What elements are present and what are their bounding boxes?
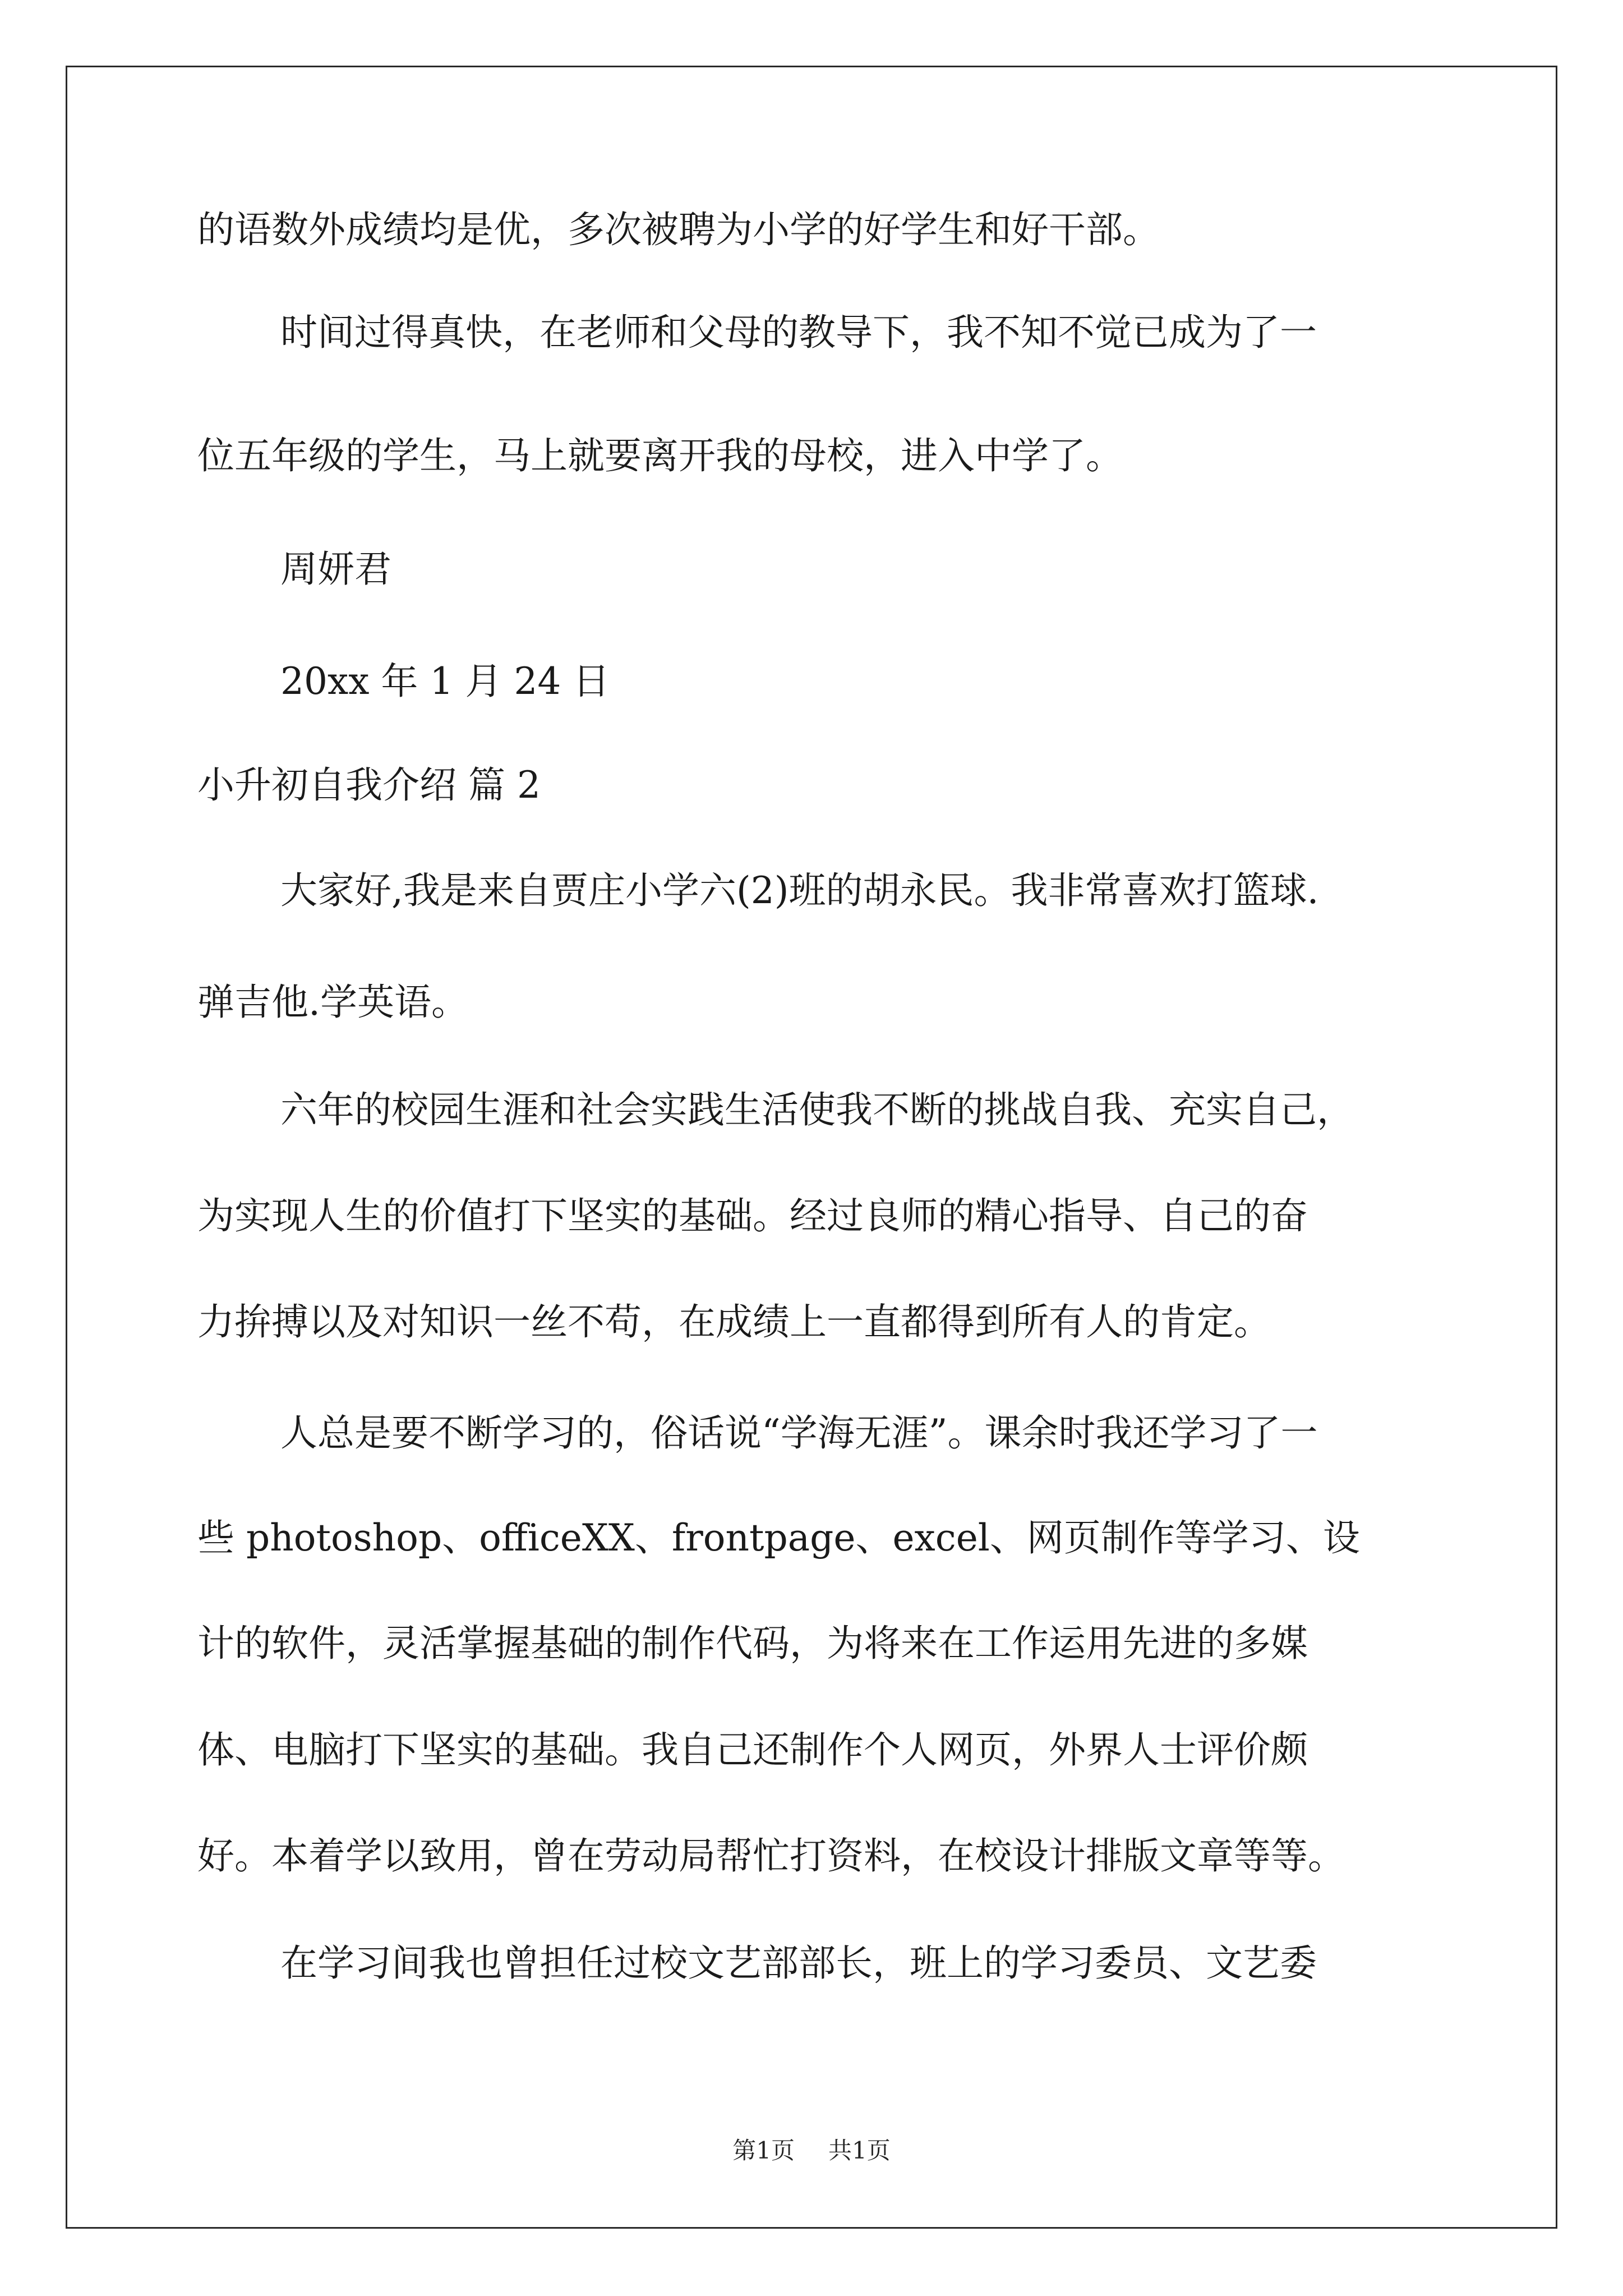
text-line-10: 为实现人生的价值打下坚实的基础。经过良师的精心指导、自己的奋 — [197, 1194, 1308, 1237]
text-line-3: 位五年级的学生，马上就要离开我的母校，进入中学了。 — [197, 434, 1123, 477]
page-total: 共1页 — [828, 2137, 891, 2164]
signature-date: 20xx 年 1 月 24 日 — [280, 660, 610, 703]
text-line-16: 好。本着学以致用，曾在劳动局帮忙打资料，在校设计排版文章等等。 — [197, 1834, 1345, 1878]
page-footer — [0, 2134, 1623, 2168]
text-line-13: 些 photoshop、officeXX、frontpage、excel、网页制作等学习、设 — [197, 1516, 1360, 1559]
text-line-12: 人总是要不断学习的，俗话说“学海无涯”。课余时我还学习了一 — [280, 1411, 1318, 1455]
section-heading: 小升初自我介绍 篇 2 — [197, 763, 541, 807]
text-line-2: 时间过得真快，在老师和父母的教导下，我不知不觉已成为了一 — [280, 311, 1317, 354]
text-line-9: 六年的校园生涯和社会实践生活使我不断的挑战自我、充实自己， — [280, 1088, 1354, 1131]
text-line-8: 弹吉他.学英语。 — [197, 981, 468, 1024]
text-line-1: 的语数外成绩均是优，多次被聘为小学的好学生和好干部。 — [197, 208, 1160, 251]
text-line-15: 体、电脑打下坚实的基础。我自己还制作个人网页，外界人士评价颇 — [197, 1728, 1308, 1772]
page-border — [66, 66, 1557, 2229]
text-line-11: 力拚搏以及对知识一丝不苟，在成绩上一直都得到所有人的肯定。 — [197, 1300, 1271, 1343]
text-line-17: 在学习间我也曾担任过校文艺部部长，班上的学习委员、文艺委 — [280, 1941, 1317, 1985]
signature-name: 周妍君 — [280, 547, 391, 591]
page-number: 第1页 — [732, 2137, 795, 2164]
text-line-7: 大家好,我是来自贾庄小学六(2)班的胡永民。我非常喜欢打篮球. — [280, 869, 1319, 912]
text-line-14: 计的软件，灵活掌握基础的制作代码，为将来在工作运用先进的多媒 — [197, 1622, 1308, 1665]
